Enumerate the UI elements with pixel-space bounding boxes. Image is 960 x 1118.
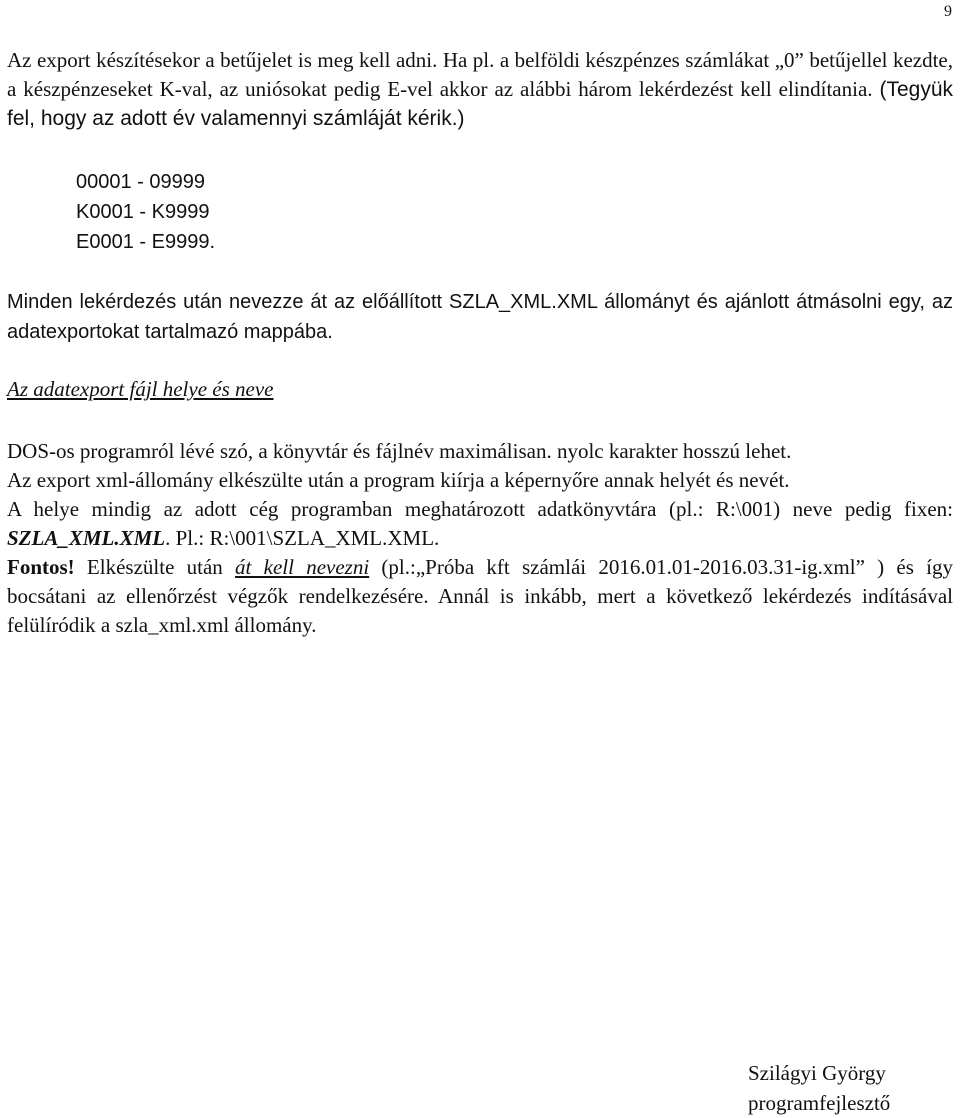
signature-title: programfejlesztő — [748, 1091, 891, 1115]
signature — [748, 1058, 890, 1118]
body-text — [7, 437, 953, 640]
range-item: 00001 - 09999 — [76, 171, 206, 193]
intro-text: Az export készítésekor a betűjelet is meg kell adni. Ha pl. a belföldi készpénzes számlákat „0” betűjellel kezdte, a készpénzeseket K-val, az uniósokat pedig E-vel akkor az alábbi három lekérdezést kell elindítania. — [7, 48, 953, 101]
important-label: Fontos! — [7, 555, 75, 579]
location-text: A helye mindig az adott cég programban meghatározott adatkönyvtára (pl.: R:\001) neve pedig fixen: — [7, 497, 953, 521]
section-heading: Az adatexport fájl helye és neve — [7, 377, 274, 401]
page-number: 9 — [944, 3, 952, 20]
important-text-a: Elkészülte után — [74, 555, 236, 579]
range-item: E0001 - E9999. — [76, 231, 215, 253]
important-paragraph — [7, 553, 953, 640]
body-paragraph-2: Az export xml-állomány elkészülte után a program kiírja a képernyőre annak helyét és nevét. — [7, 468, 790, 492]
intro-note: (Tegyük fel, hogy az adott év valamennyi számláját kérik.) — [7, 78, 953, 130]
intro-paragraph — [7, 46, 953, 133]
body-paragraph-1: DOS-os programról lévé szó, a könyvtár és fájlnév maximálisan. nyolc karakter hosszú lehet. — [7, 439, 792, 463]
range-item: K0001 - K9999 — [76, 201, 210, 223]
important-text-b: (pl.:„Próba kft számlái 2016.01.01-2016.03.31-ig.xml” ) és így bocsátani az ellenőrzést végzők rendelkezésére. Annál is inkább, mert a következő lekérdezés indításával felülíródik a szla_xml.xml állomány. — [7, 555, 953, 637]
signature-name: Szilágyi György — [748, 1061, 886, 1085]
fixed-filename: SZLA_XML.XML — [7, 526, 166, 550]
body-paragraph-3 — [7, 495, 953, 553]
range-list — [76, 167, 215, 257]
rename-note: Minden lekérdezés után nevezze át az előállított SZLA_XML.XML állományt és ajánlott átmásolni egy, az adatexportokat tartalmazó mappába. — [7, 291, 953, 343]
rename-emphasis: át kell nevezni — [235, 555, 370, 579]
location-example: . Pl.: R:\001\SZLA_XML.XML. — [165, 526, 440, 550]
